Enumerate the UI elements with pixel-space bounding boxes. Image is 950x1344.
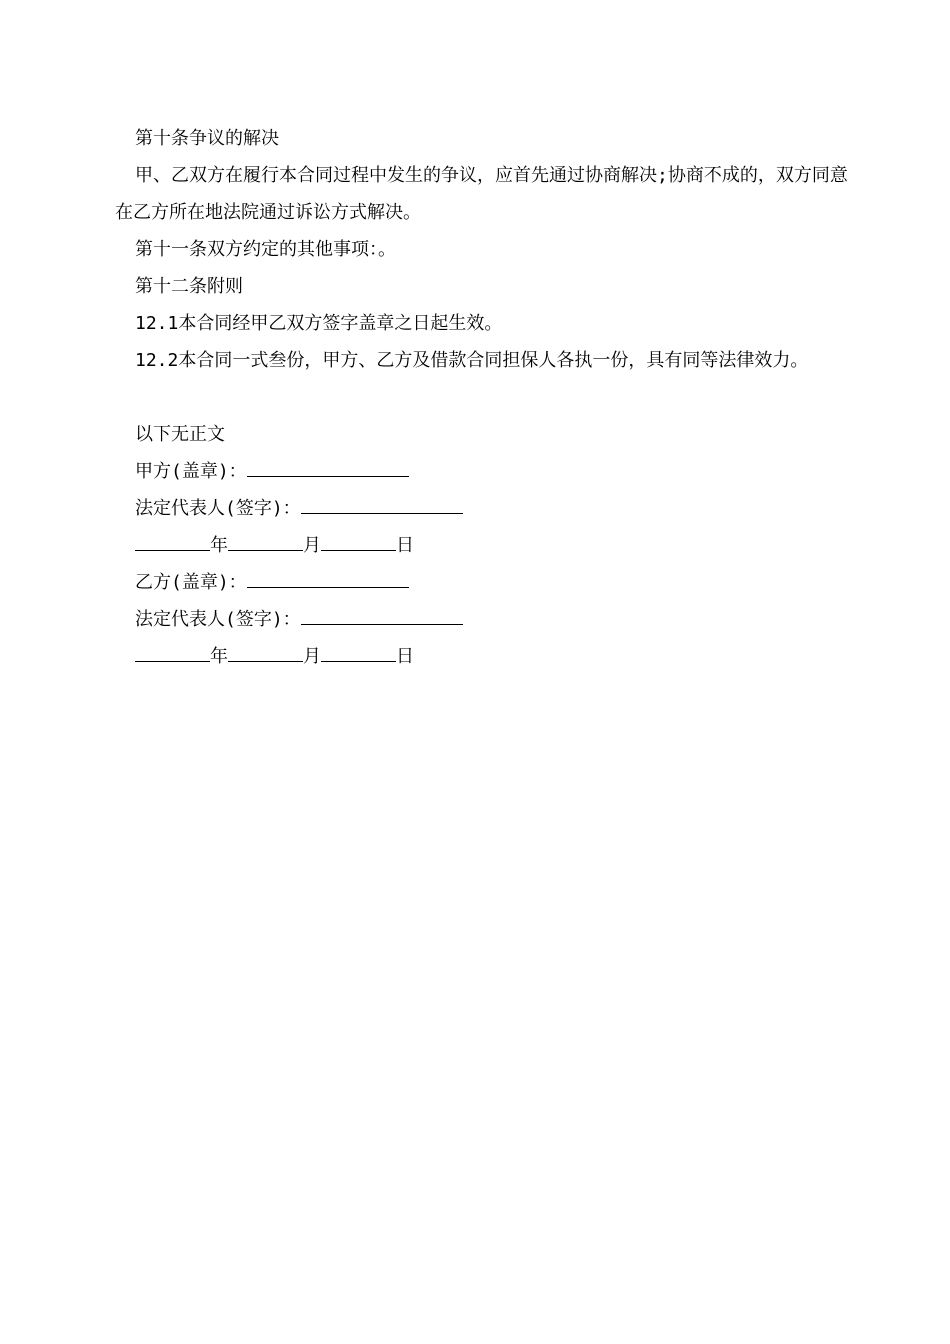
party-b-month-blank[interactable]	[228, 660, 303, 662]
party-a-year-label: 年	[210, 535, 228, 556]
party-a-month-blank[interactable]	[228, 549, 303, 551]
end-note: 以下无正文	[135, 424, 225, 445]
party-b-seal-line	[115, 564, 855, 601]
article10-body: 甲、乙双方在履行本合同过程中发生的争议，应首先通过协商解决;协商不成的，双方同意在乙方所在地法院通过诉讼方式解决。	[115, 165, 848, 223]
party-a-month-label: 月	[303, 535, 321, 556]
document-content	[115, 120, 855, 675]
party-b-seal-label: 乙方(盖章)：	[135, 572, 247, 593]
party-a-seal-blank[interactable]	[247, 475, 409, 477]
party-b-seal-blank[interactable]	[247, 586, 409, 588]
party-a-rep-line	[115, 490, 855, 527]
article11-title: 第十一条双方约定的其他事项：。	[135, 239, 396, 260]
party-b-month-label: 月	[303, 646, 321, 667]
party-b-date-line	[115, 638, 855, 675]
party-a-rep-blank[interactable]	[301, 512, 463, 514]
party-a-year-blank[interactable]	[135, 549, 210, 551]
article12-clause2: 12.2本合同一式叁份，甲方、乙方及借款合同担保人各执一份，具有同等法律效力。	[135, 350, 809, 371]
party-b-day-blank[interactable]	[321, 660, 396, 662]
party-b-rep-label: 法定代表人(签字)：	[135, 609, 301, 630]
party-a-seal-label: 甲方(盖章)：	[135, 461, 247, 482]
party-b-rep-blank[interactable]	[301, 623, 463, 625]
party-a-day-label: 日	[396, 535, 414, 556]
party-a-seal-line	[115, 453, 855, 490]
article10-title: 第十条争议的解决	[135, 128, 279, 149]
party-b-year-blank[interactable]	[135, 660, 210, 662]
party-a-rep-label: 法定代表人(签字)：	[135, 498, 301, 519]
article12-title: 第十二条附则	[135, 276, 243, 297]
article12-clause1: 12.1本合同经甲乙双方签字盖章之日起生效。	[135, 313, 503, 334]
party-b-day-label: 日	[396, 646, 414, 667]
party-a-day-blank[interactable]	[321, 549, 396, 551]
spacer	[115, 379, 855, 416]
party-a-date-line	[115, 527, 855, 564]
party-b-rep-line	[115, 601, 855, 638]
party-b-year-label: 年	[210, 646, 228, 667]
